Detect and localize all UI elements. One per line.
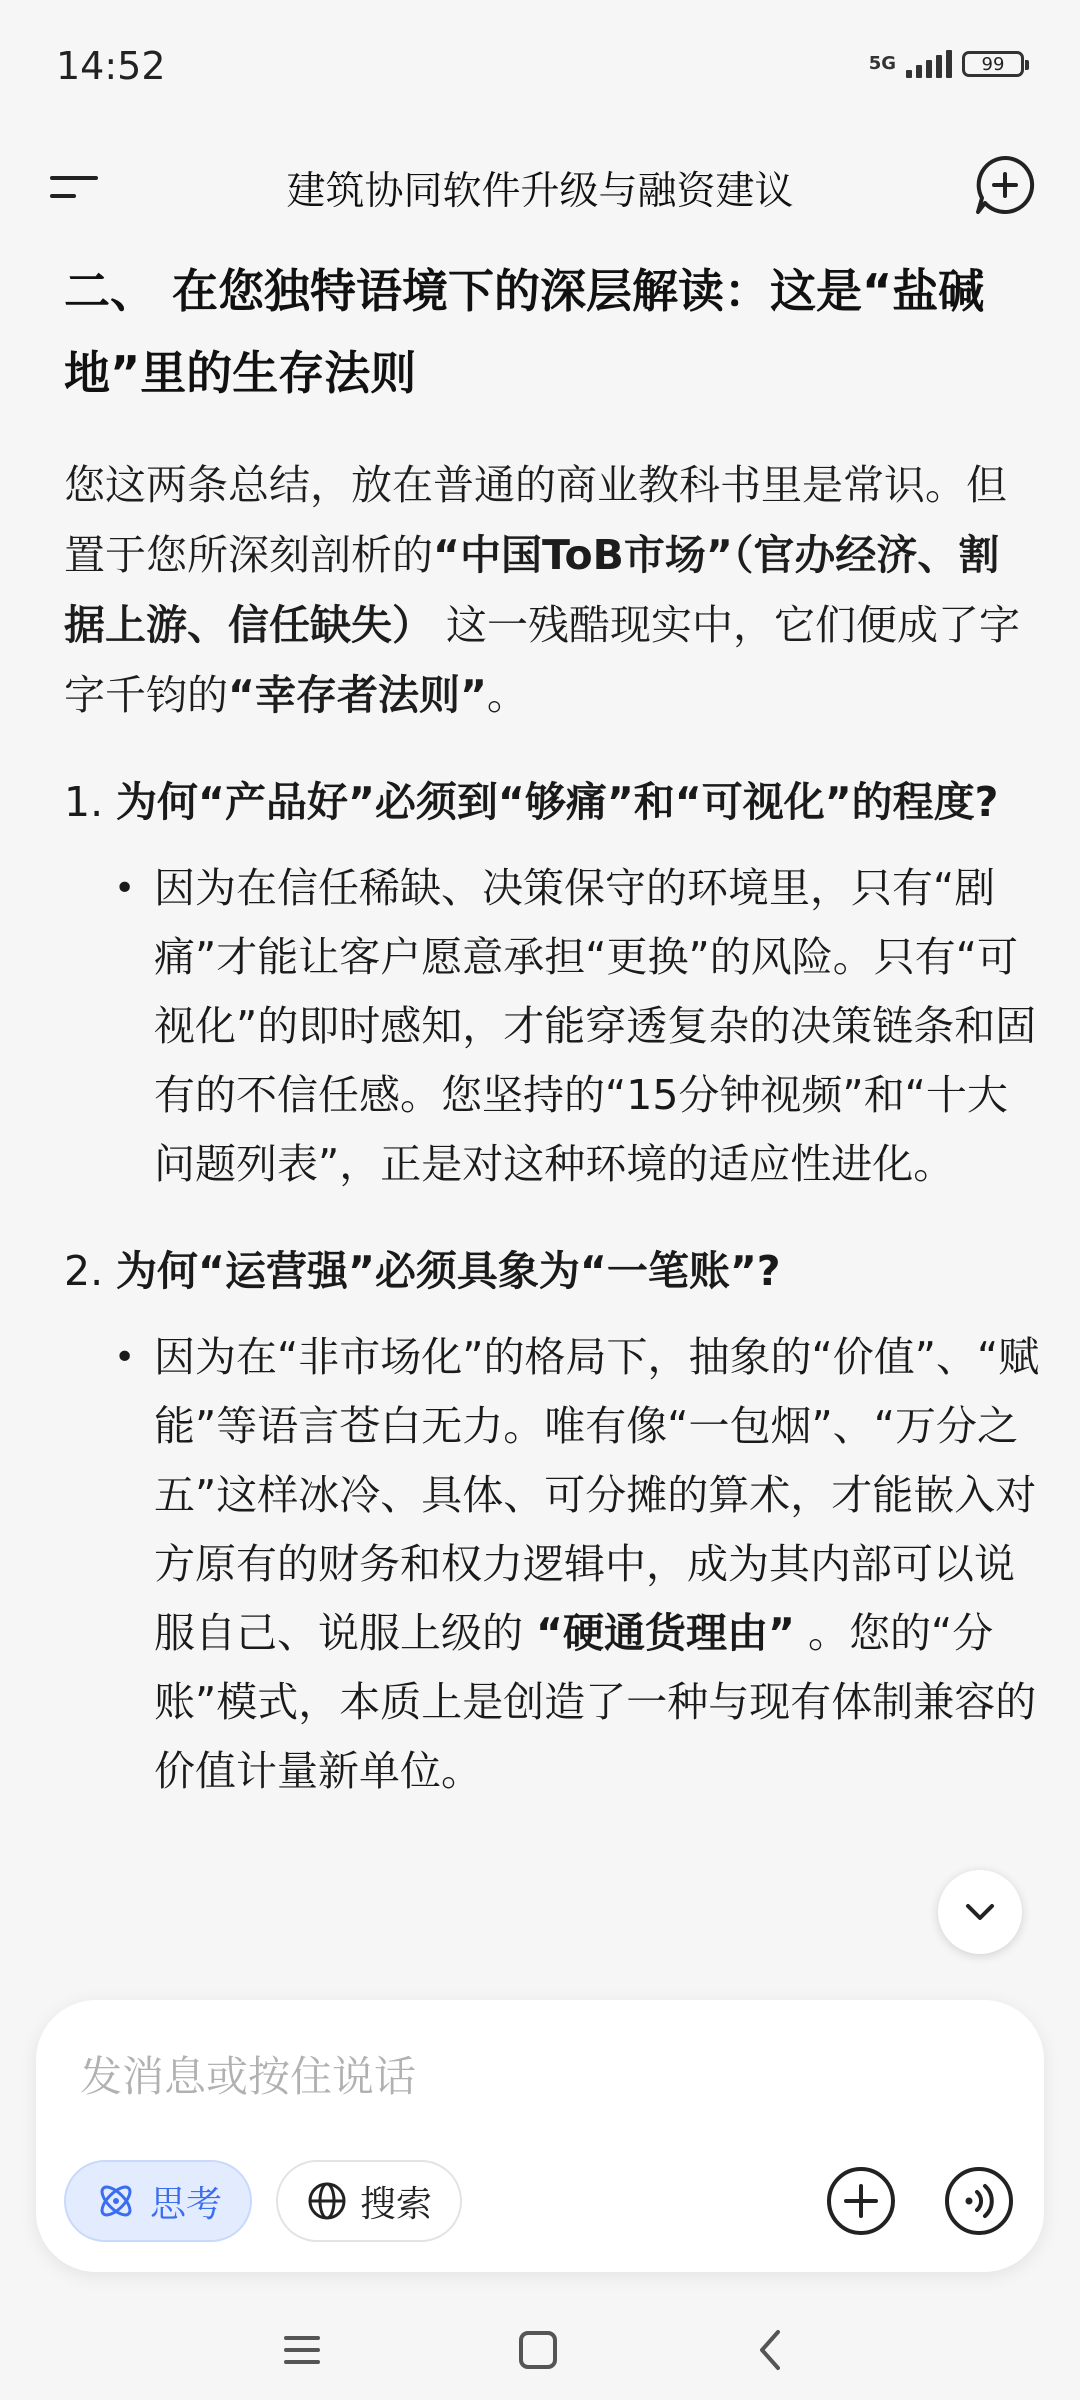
nav-menu-icon[interactable] <box>272 2320 332 2380</box>
list-number: 2. <box>64 1247 104 1295</box>
plus-circle-icon[interactable] <box>824 2164 898 2238</box>
status-bar <box>0 0 1080 130</box>
scroll-down-button[interactable] <box>938 1870 1022 1954</box>
nav-home-icon[interactable] <box>508 2320 568 2380</box>
chat-header <box>0 130 1080 240</box>
section-heading: 二、 在您独特语境下的深层解读：这是“盐碱地”里的生存法则 <box>64 264 985 400</box>
list-item-2-title <box>64 1237 1040 1305</box>
chat-title[interactable]: 建筑协同软件升级与融资建议 <box>286 169 794 214</box>
status-indicators <box>869 50 1024 78</box>
nav-back-icon[interactable] <box>742 2320 802 2380</box>
list-title: 为何“运营强”必须具象为“一笔账”? <box>116 1247 781 1295</box>
intro-text-2: 这一残酷现实中，它们便成了字字千钧的 <box>64 601 1021 719</box>
bullet-text-2: 。您的“分账”模式，本质上是创造了一种与现有体制兼容的价值计量新单位。 <box>154 1609 1037 1795</box>
chevron-down-icon <box>960 1892 1000 1932</box>
message-content <box>64 250 1040 1806</box>
signal-icon <box>906 50 952 78</box>
search-toggle-button[interactable] <box>276 2160 462 2242</box>
search-label: 搜索 <box>360 2183 433 2225</box>
list-number: 1. <box>64 778 104 826</box>
status-time: 14:52 <box>56 44 166 88</box>
intro-bold-2: “幸存者法则” <box>228 671 487 719</box>
think-label: 思考 <box>150 2183 223 2225</box>
list-item-1-bullet: • 因为在信任稀缺、决策保守的环境里，只有“剧痛”才能让客户愿意承担“更换”的风险。只有“可视化”的即时感知，才能穿透复杂的决策链条和固有的不信任感。您坚持的“15分钟视频”和“十大问题列表”，正是对这种环境的适应性进化。 <box>64 854 1040 1199</box>
voice-icon[interactable] <box>942 2164 1016 2238</box>
list-title: 为何“产品好”必须到“够痛”和“可视化”的程度? <box>116 778 999 826</box>
think-toggle-button[interactable] <box>64 2160 252 2242</box>
network-type: 5G <box>868 53 896 74</box>
list-item-1-title <box>64 768 1040 836</box>
bullet-text-1: 因为在“非市场化”的格局下，抽象的“价值”、“赋能”等语言苍白无力。唯有像“一包烟”、“万分之五”这样冰冷、具体、可分摊的算术，才能嵌入对方原有的财务和权力逻辑中，成为其内部可以说服自己、说服上级的 <box>154 1333 1040 1657</box>
bullet-bold-1: “硬通货理由” <box>536 1609 795 1657</box>
intro-text-1: 您这两条总结，放在普通的商业教科书里是常识。但置于您所深刻剖析的 <box>64 461 1007 579</box>
menu-icon[interactable] <box>44 156 104 216</box>
new-chat-icon[interactable] <box>970 150 1040 220</box>
globe-icon <box>306 2180 348 2222</box>
battery-level: 99 <box>981 53 1005 75</box>
message-input[interactable] <box>78 2040 882 2112</box>
intro-text-3: 。 <box>486 671 528 719</box>
list-item-2-bullet <box>64 1323 1040 1806</box>
intro-bold-1: “中国ToB市场”（官办经济、割据上游、信任缺失） <box>64 531 1000 649</box>
battery-icon <box>962 51 1024 77</box>
message-composer <box>36 2000 1044 2272</box>
system-nav-bar <box>0 2300 1080 2400</box>
intro-paragraph <box>64 450 1040 730</box>
atom-icon <box>94 2179 138 2223</box>
